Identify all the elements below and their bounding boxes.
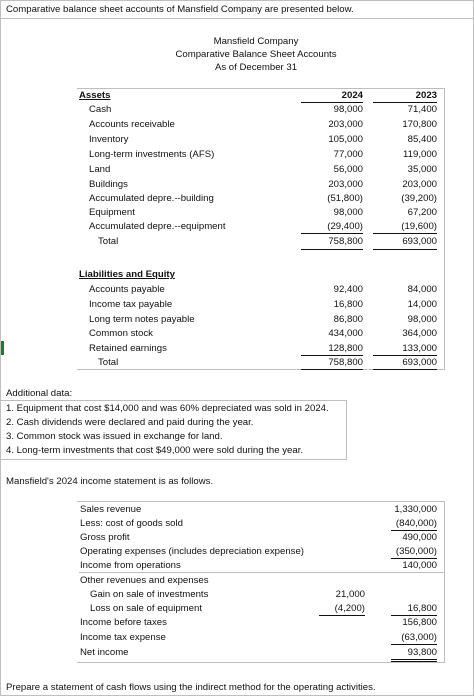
income-mid-value: (4,200) [334,603,365,614]
income-label: Income tax expense [80,632,166,643]
header-underline-2023 [373,102,437,103]
income-label: Income from operations [80,560,181,571]
value-2023: 71,400 [407,104,437,115]
subtotal-line-2024 [301,233,363,234]
value-2023: 364,000 [402,328,437,339]
income-mid-value: 21,000 [335,589,365,600]
value-2024: (51,800) [327,193,363,204]
total-double-line-2024 [301,369,363,370]
value-2023: 133,000 [402,343,437,354]
additional-item: 1. Equipment that cost $14,000 and was 60% depreciated was sold in 2024. [6,403,329,414]
value-2024: 16,800 [333,299,363,310]
row-label: Accounts payable [89,284,165,295]
value-2024: (29,400) [327,221,363,232]
subtotal-line-2023 [373,355,437,356]
income-intro: Mansfield's 2024 income statement is as follows. [6,476,214,487]
income-label: Gain on sale of investments [90,589,209,600]
income-right-value: 156,800 [402,617,437,628]
value-2023: 170,800 [402,119,437,130]
income-label: Less: cost of goods sold [80,518,183,529]
additional-item: 4. Long-term investments that cost $49,000 were sold during the year. [6,445,304,456]
liabilities-total-label: Total [98,357,119,368]
row-label: Retained earnings [89,343,167,354]
additional-item: 3. Common stock was issued in exchange for land. [6,431,223,442]
subtotal-line-2023 [373,233,437,234]
row-label: Common stock [89,328,153,339]
liabilities-heading: Liabilities and Equity [79,269,175,280]
income-right-value: 490,000 [402,532,437,543]
value-2023: (19,600) [401,221,437,232]
value-2023: 35,000 [407,164,437,175]
row-label: Long term notes payable [89,314,195,325]
row-label: Equipment [89,207,135,218]
income-label: Gross profit [80,532,130,543]
income-label: Income before taxes [80,617,167,628]
row-gridline [79,572,444,573]
row-label: Accumulated depre.--equipment [89,221,226,232]
income-underline [391,644,437,645]
income-right-value: (63,000) [401,632,437,643]
income-mid-underline [319,615,365,616]
intro-text: Comparative balance sheet accounts of Mansfield Company are presented below. [6,4,354,15]
income-label: Operating expenses (includes depreciation expense) [80,546,304,557]
col-2023-header: 2023 [415,90,437,101]
value-2023: 119,000 [403,149,437,160]
assets-total-2024: 758,800 [328,236,363,247]
income-right-value: 16,800 [407,603,437,614]
value-2024: 92,400 [333,284,363,295]
assets-total-label: Total [98,236,119,247]
row-indicator [1,341,4,355]
income-right-value: (350,000) [395,546,437,557]
row-label: Income tax payable [89,299,173,310]
net-income-double-line [391,661,437,662]
value-2024: 434,000 [328,328,363,339]
value-2023: 84,000 [407,284,437,295]
assets-total-2023: 693,000 [402,236,437,247]
statement-date: As of December 31 [214,62,298,73]
task-prompt: Prepare a statement of cash flows using the indirect method for the operating activities. [6,682,376,693]
value-2023: (39,200) [401,193,437,204]
value-2024: 203,000 [328,179,363,190]
liabilities-total-2024: 758,800 [328,357,363,368]
income-label: Net income [80,647,129,658]
additional-item: 2. Cash dividends were declared and paid during the year. [6,417,254,428]
row-gridline [1,18,473,19]
additional-heading: Additional data: [6,388,73,399]
row-label: Cash [89,104,112,115]
statement-title: Comparative Balance Sheet Accounts [175,49,337,60]
row-label: Buildings [89,179,128,190]
income-right-value: 1,330,000 [394,504,437,515]
value-2024: 98,000 [333,104,363,115]
value-2023: 14,000 [407,299,437,310]
value-2023: 98,000 [407,314,437,325]
income-underline [391,615,437,616]
subtotal-line-2024 [301,355,363,356]
company-name: Mansfield Company [213,36,299,47]
assets-heading: Assets [79,90,111,101]
income-label: Loss on sale of equipment [90,603,203,614]
income-right-value: 93,800 [407,647,437,658]
income-underline [391,558,437,559]
value-2024: 128,800 [328,343,363,354]
value-2024: 105,000 [328,134,363,145]
header-underline-2024 [301,102,363,103]
income-label: Other revenues and expenses [80,575,209,586]
row-label: Land [89,164,111,175]
row-label: Accounts receivable [89,119,175,130]
col-2024-header: 2024 [341,90,363,101]
total-double-line-2023 [373,369,437,370]
total-double-line-2024 [301,249,363,250]
row-label: Long-term investments (AFS) [89,149,215,160]
income-label: Sales revenue [80,504,142,515]
row-label: Accumulated depre.--building [89,193,214,204]
income-underline [391,530,437,531]
value-2024: 98,000 [333,207,363,218]
value-2023: 67,200 [407,207,437,218]
value-2023: 203,000 [402,179,437,190]
value-2024: 77,000 [333,149,363,160]
value-2024: 203,000 [328,119,363,130]
net-income-double-line [391,659,437,660]
income-right-value: 140,000 [402,560,437,571]
value-2023: 85,400 [407,134,437,145]
liabilities-total-2023: 693,000 [402,357,437,368]
value-2024: 56,000 [333,164,363,175]
income-right-value: (840,000) [395,518,437,529]
row-label: Inventory [89,134,129,145]
value-2024: 86,800 [333,314,363,325]
total-double-line-2023 [373,249,437,250]
